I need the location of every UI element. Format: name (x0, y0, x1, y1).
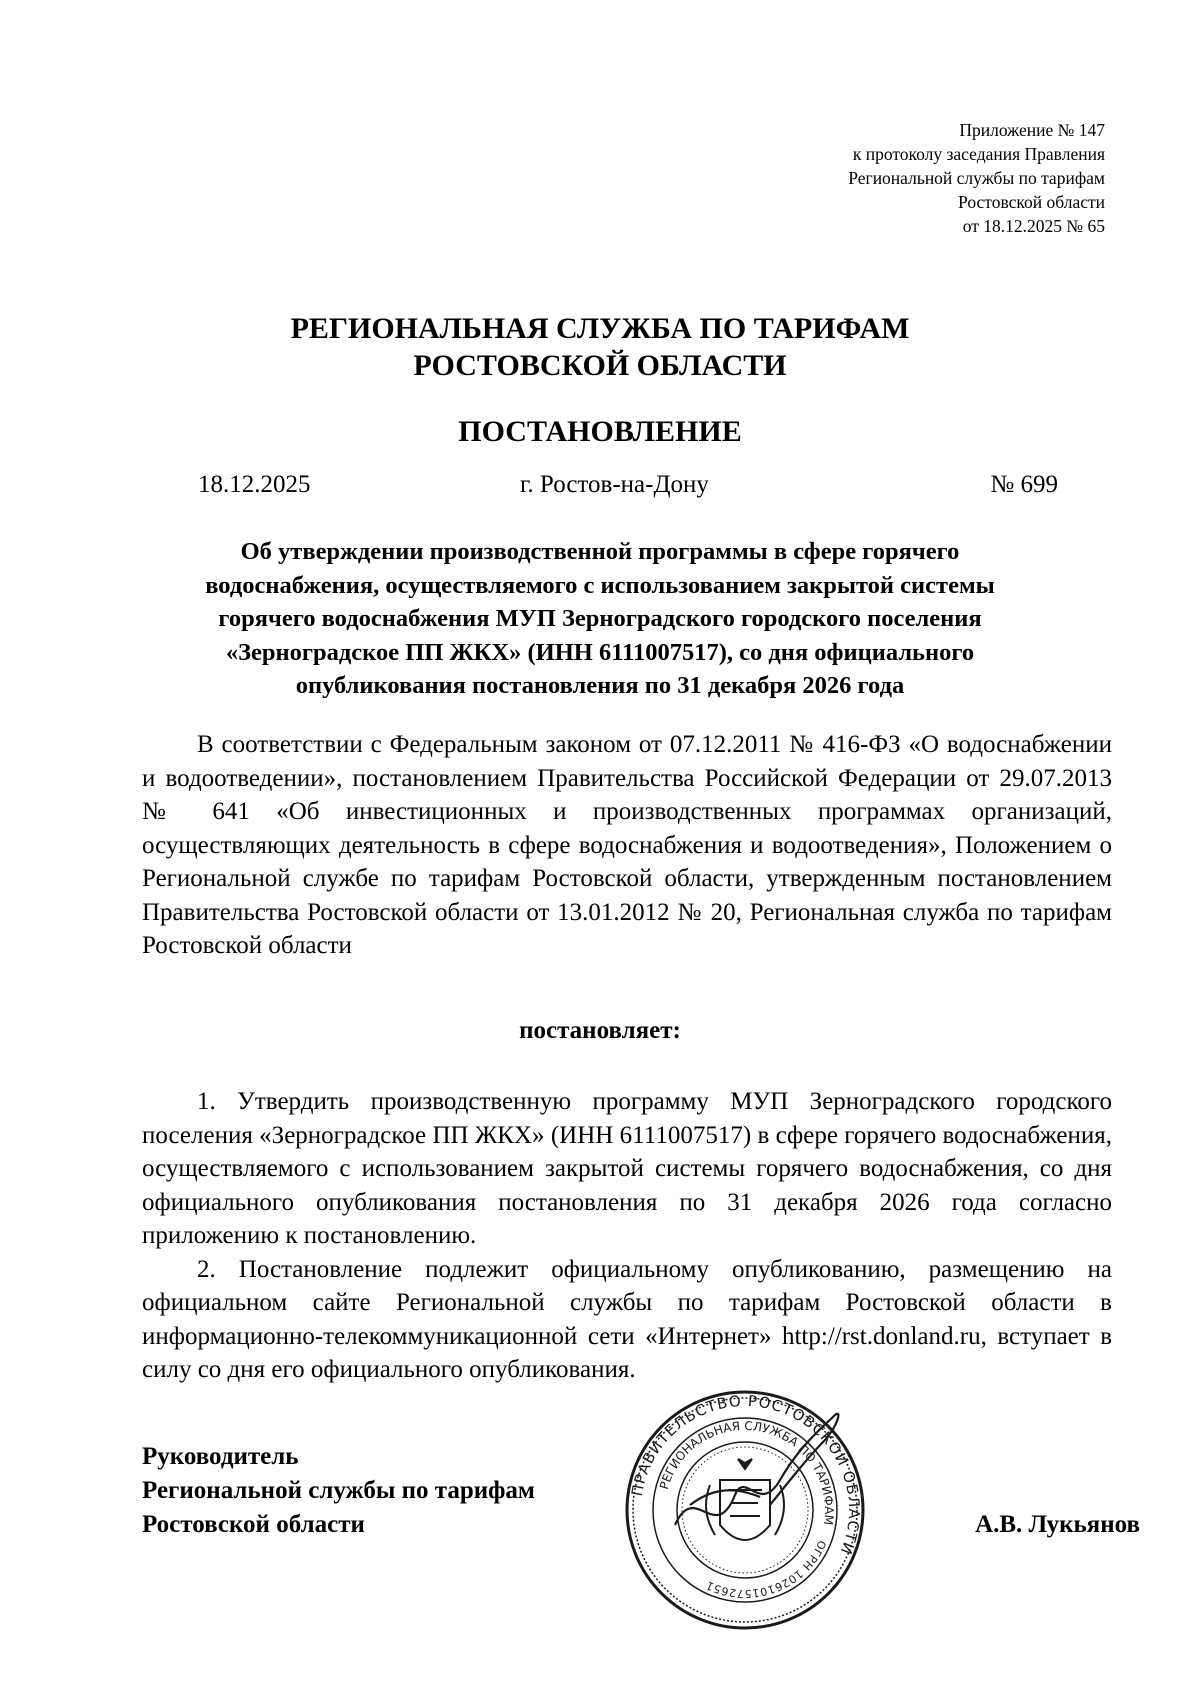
subject-line: «Зерноградское ПП ЖКХ» (ИНН 6111007517), со дня официального (225, 638, 975, 666)
signatory-title (142, 1440, 535, 1542)
agency-name (0, 310, 1200, 384)
seal-inner-text: РЕГИОНАЛЬНАЯ СЛУЖБА ПО ТАРИФАМ (656, 1418, 837, 1526)
document-date: 18.12.2025 (198, 471, 311, 498)
appendix-line: к протоколу заседания Правления (852, 144, 1105, 164)
subject-line: водоснабжения, осуществляемого с использованием закрытой системы (205, 571, 995, 599)
appendix-line: Региональной службы по тарифам (848, 168, 1105, 188)
signatory-title-line: Ростовской области (142, 1511, 365, 1538)
seal-outer-text: ПРАВИТЕЛЬСТВО РОСТОВСКОЙ ОБЛАСТИ (627, 1391, 864, 1558)
seal-side-text: ОГРН 1026101572651 (703, 1538, 829, 1601)
agency-name-line: РОСТОВСКОЙ ОБЛАСТИ (413, 349, 787, 382)
appendix-line: от 18.12.2025 № 65 (962, 216, 1105, 236)
document-city: г. Ростов-на-Дону (520, 471, 709, 498)
agency-name-line: РЕГИОНАЛЬНАЯ СЛУЖБА ПО ТАРИФАМ (290, 312, 910, 345)
subject-line: Об утверждении производственной программы в сфере горячего (240, 538, 960, 565)
signatory-title-line: Региональной службы по тарифам (142, 1477, 535, 1504)
resolution-items (142, 1085, 1112, 1387)
document-subject (120, 535, 1080, 703)
signatory-name: А.В. Лукьянов (975, 1511, 1140, 1538)
appendix-reference (848, 118, 1105, 238)
appendix-line: Приложение № 147 (959, 120, 1105, 140)
resolution-item: 1. Утвердить производственную программу МУП Зерноградского городского поселения «Зерноградское ПП ЖКХ» (ИНН 6111007517) в сфере горячего водоснабжения, осуществляемого с использованием закрытой системы горячего водоснабжения, со дня официального опубликования постановления по 31 декабря 2026 года согласно приложению к постановлению. (142, 1088, 1112, 1249)
subject-line: горячего водоснабжения МУП Зерноградского городского поселения (218, 605, 982, 632)
preamble-section (142, 728, 1112, 963)
preamble-paragraph: В соответствии с Федеральным законом от 07.12.2011 № 416-ФЗ «О водоснабжении и водоотведении», постановлением Правительства Российской Федерации от 29.07.2013 № 641 «Об инвестиционных и производственных программах организаций, осуществляющих деятельность в сфере водоснабжения и водоотведения», Положением о Региональной службе по тарифам Ростовской области, утвержденным постановлением Правительства Ростовской области от 13.01.2012 № 20, Региональная служба по тарифам Ростовской области (142, 731, 1112, 959)
appendix-line: Ростовской области (958, 192, 1105, 212)
resolves-heading: постановляет: (519, 1017, 681, 1044)
svg-text:РЕГИОНАЛЬНАЯ СЛУЖБА ПО ТАРИФАМ (657, 1419, 836, 1526)
subject-line: опубликования постановления по 31 декабря 2026 года (295, 672, 905, 699)
signatory-title-line: Руководитель (142, 1443, 299, 1470)
document-number: № 699 (990, 471, 1058, 498)
official-seal-icon (620, 1385, 870, 1635)
resolution-item: 2. Постановление подлежит официальному опубликованию, размещению на официальном сайте Региональной службы по тарифам Ростовской области в информационно-телекоммуникационной сети «Интернет» http://rst.donland.ru, вступает в силу со дня его официального опубликования. (142, 1255, 1112, 1383)
seal-emblem-icon (706, 1459, 784, 1540)
document-type: ПОСТАНОВЛЕНИЕ (458, 415, 742, 448)
